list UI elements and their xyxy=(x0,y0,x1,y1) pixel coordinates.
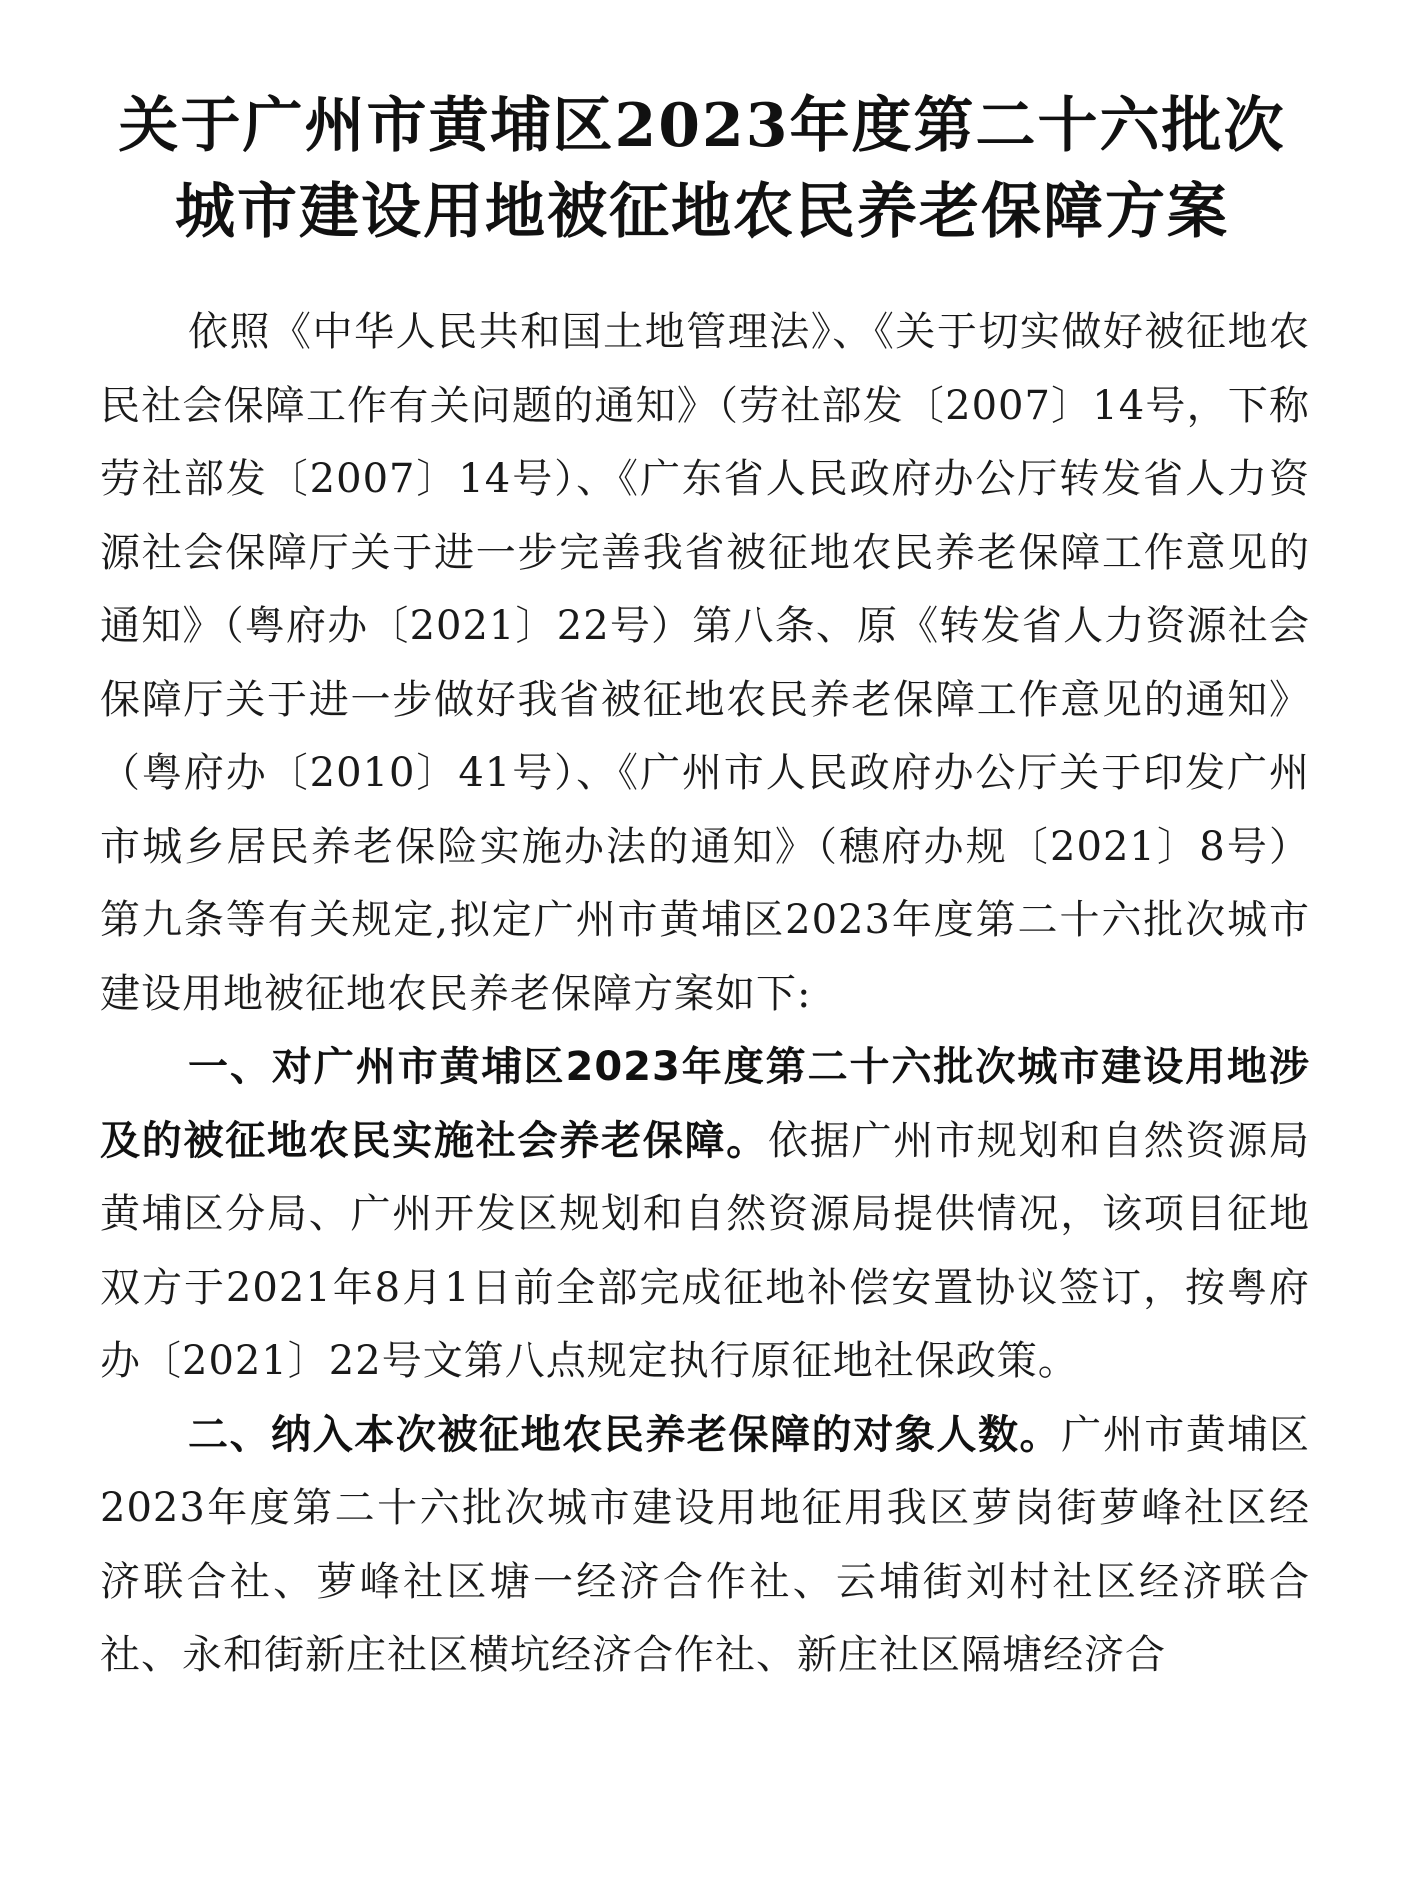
document-title-line-1: 关于广州市黄埔区2023年度第二十六批次 xyxy=(118,91,1286,161)
section-2-heading: 二、纳入本次被征地农民养老保障的对象人数。 xyxy=(188,1411,1062,1458)
section-2-paragraph xyxy=(100,1399,1310,1693)
intro-paragraph: 依照《中华人民共和国土地管理法》、《关于切实做好被征地农民社会保障工作有关问题的通知》（劳社部发〔2007〕14号，下称劳社部发〔2007〕14号）、《广东省人民政府办公厅转发省人力资源社会保障厅关于进一步完善我省被征地农民养老保障工作意见的通知》（粤府办〔2021〕22号）第八条、原《转发省人力资源社会保障厅关于进一步做好我省被征地农民养老保障工作意见的通知》（粤府办〔2010〕41号）、《广州市人民政府办公厅关于印发广州市城乡居民养老保险实施办法的通知》（穗府办规〔2021〕8号）第九条等有关规定,拟定广州市黄埔区2023年度第二十六批次城市建设用地被征地农民养老保障方案如下: xyxy=(100,309,1310,1017)
document-body xyxy=(100,296,1310,1693)
section-1-body: 依据广州市规划和自然资源局黄埔区分局、广州开发区规划和自然资源局提供情况，该项目征地双方于2021年8月1日前全部完成征地补偿安置协议签订，按粤府办〔2021〕22号文第八点规定执行原征地社保政策。 xyxy=(100,1117,1310,1384)
section-1-paragraph xyxy=(100,1031,1310,1399)
document-title-line-2: 城市建设用地被征地农民养老保障方案 xyxy=(175,177,1229,247)
section-1-heading: 一、对广州市黄埔区2023年度第二十六批次城市建设用地涉及的被征地农民实施社会养老保障。 xyxy=(100,1044,1310,1164)
section-2-body: 广州市黄埔区2023年度第二十六批次城市建设用地征用我区萝岗街萝峰社区经济联合社、萝峰社区塘一经济合作社、云埔街刘村社区经济联合社、永和街新庄社区横坑经济合作社、新庄社区隔塘经济合 xyxy=(100,1411,1311,1678)
